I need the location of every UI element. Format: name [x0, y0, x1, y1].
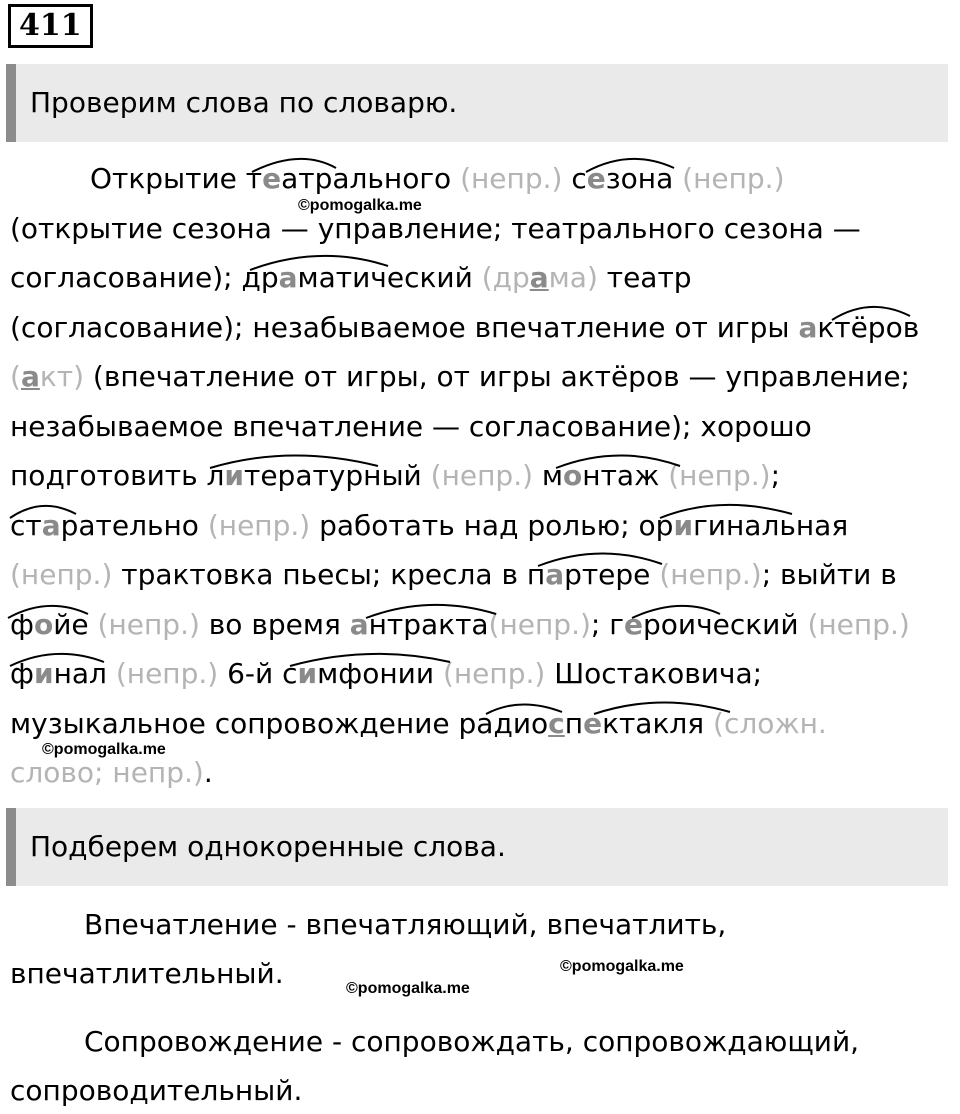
task-number: 411 — [8, 4, 93, 48]
heading-cognates: Подберем однокоренные слова. — [6, 808, 948, 886]
text-line-7: подготовить литературный (непр.) монтаж (непр.); — [10, 459, 781, 492]
text-line-12: музыкальное сопровождение радиоспектакля (сложн. — [10, 707, 827, 740]
text-line-1: Открытие театрального (непр.) сезона (непр.) — [90, 162, 785, 195]
text-line-8: старательно (непр.) работать над ролью; оригинальная — [10, 509, 849, 542]
text-line-5: (акт) (впечатление от игры, от игры актёров — управление; — [10, 360, 910, 393]
text-line-6: незабываемое впечатление — согласование); хорошо — [10, 410, 812, 443]
cognates-line-4: сопроводительный. — [10, 1074, 303, 1107]
text-line-10: фойе (непр.) во время антракта(непр.); героический (непр.) — [10, 608, 910, 641]
text-line-11: финал (непр.) 6-й симфонии (непр.) Шостаковича; — [10, 657, 763, 690]
text-line-4: (согласование); незабываемое впечатление от игры актёров — [10, 311, 920, 344]
watermark-3: ©pomogalka.me — [560, 958, 684, 975]
cognates-line-2: впечатлительный. — [10, 957, 284, 990]
cognates-line-3: Сопровождение - сопровождать, сопровождающий, — [84, 1025, 860, 1058]
text-line-13: слово; непр.). — [10, 756, 213, 789]
text-line-2: (открытие сезона — управление; театрального сезона — — [10, 212, 861, 245]
watermark-1: ©pomogalka.me — [298, 197, 422, 214]
text-line-9: (непр.) трактовка пьесы; кресла в партере (непр.); выйти в — [10, 558, 897, 591]
cognates-line-1: Впечатление - впечатляющий, впечатлить, — [84, 908, 727, 941]
text-line-3: согласование); драматический (драма) театр — [10, 261, 692, 294]
heading-dictionary-check: Проверим слова по словарю. — [6, 64, 948, 142]
watermark-2: ©pomogalka.me — [42, 741, 166, 758]
watermark-4: ©pomogalka.me — [346, 980, 470, 997]
